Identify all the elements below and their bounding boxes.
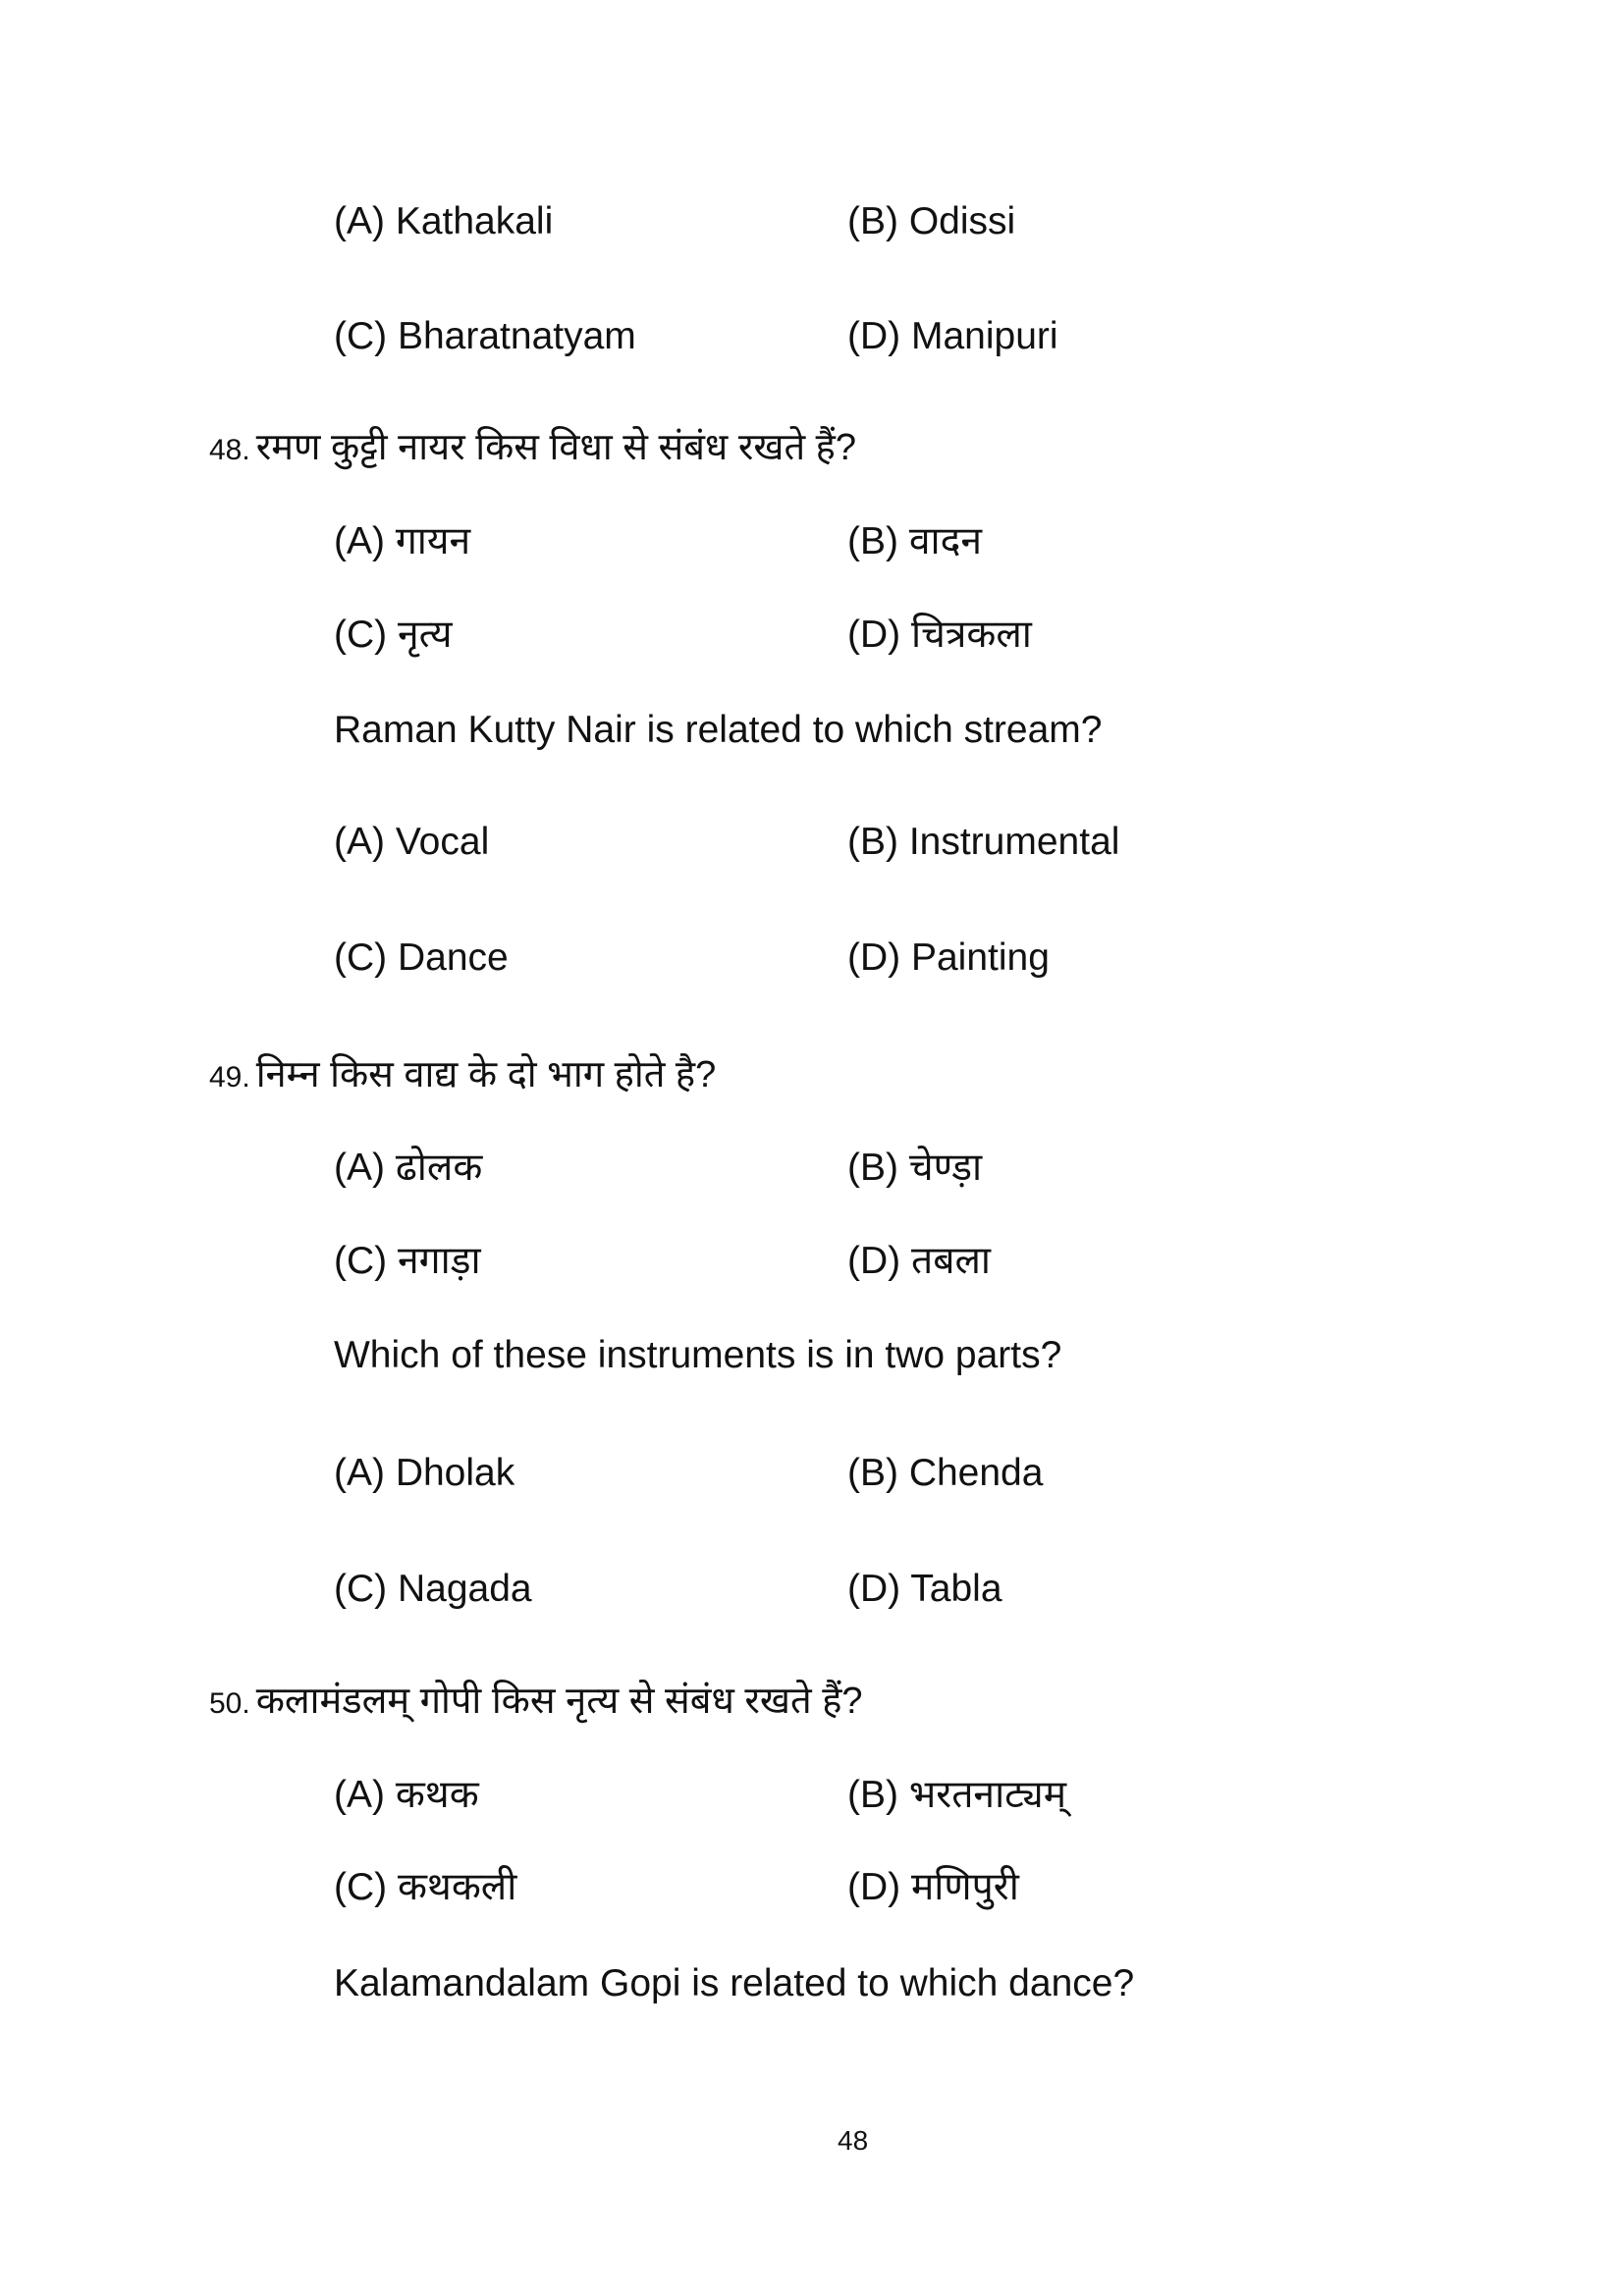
- question-text: रमण कुट्टी नायर किस विधा से संबंध रखते हैं?: [255, 427, 856, 468]
- option-row: [334, 317, 636, 356]
- question-48-english: Raman Kutty Nair is related to which stream?: [334, 709, 1103, 751]
- option-d: (D) Painting: [847, 936, 1050, 979]
- question-number: 48.: [209, 434, 250, 466]
- option-a: (A) Kathakali: [334, 200, 554, 242]
- option-d: (D) तबला: [847, 1240, 992, 1282]
- question-50-english: Kalamandalam Gopi is related to which dance?: [334, 1962, 1135, 2004]
- option-c: (C) कथकली: [334, 1866, 517, 1908]
- option-c: (C) Dance: [334, 936, 509, 979]
- option-row: [334, 202, 553, 241]
- option-d: (D) Manipuri: [847, 315, 1058, 357]
- option-b: (B) भरतनाट्यम्: [847, 1774, 1067, 1816]
- question-49-hindi: [209, 1055, 716, 1097]
- option-a: (A) Dholak: [334, 1452, 515, 1494]
- question-number: 49.: [209, 1061, 250, 1094]
- option-d: (D) Tabla: [847, 1568, 1002, 1610]
- question-number: 50.: [209, 1687, 250, 1720]
- option-c: (C) नृत्य: [334, 614, 453, 656]
- question-50-hindi: [209, 1682, 863, 1724]
- option-row: [847, 202, 1015, 241]
- question-text: निम्न किस वाद्य के दो भाग होते है?: [255, 1054, 717, 1095]
- option-b: (B) Odissi: [847, 200, 1016, 242]
- option-b: (B) वादन: [847, 520, 982, 562]
- option-b: (B) Instrumental: [847, 821, 1120, 863]
- option-a: (A) ढोलक: [334, 1147, 483, 1189]
- option-d: (D) चित्रकला: [847, 614, 1032, 656]
- question-text: कलामंडलम् गोपी किस नृत्य से संबंध रखते हैं?: [255, 1681, 863, 1722]
- option-a: (A) गायन: [334, 520, 471, 562]
- page-number: 48: [838, 2125, 869, 2156]
- option-a: (A) कथक: [334, 1774, 479, 1816]
- option-c: (C) Bharatnatyam: [334, 315, 636, 357]
- option-c: (C) नगाड़ा: [334, 1240, 481, 1282]
- option-a: (A) Vocal: [334, 821, 490, 863]
- option-d: (D) मणिपुरी: [847, 1866, 1019, 1908]
- option-c: (C) Nagada: [334, 1568, 532, 1610]
- option-b: (B) Chenda: [847, 1452, 1044, 1494]
- question-49-english: Which of these instruments is in two parts?: [334, 1334, 1062, 1376]
- option-row: [847, 317, 1058, 356]
- option-b: (B) चेण्ड़ा: [847, 1147, 983, 1189]
- question-48-hindi: [209, 428, 856, 470]
